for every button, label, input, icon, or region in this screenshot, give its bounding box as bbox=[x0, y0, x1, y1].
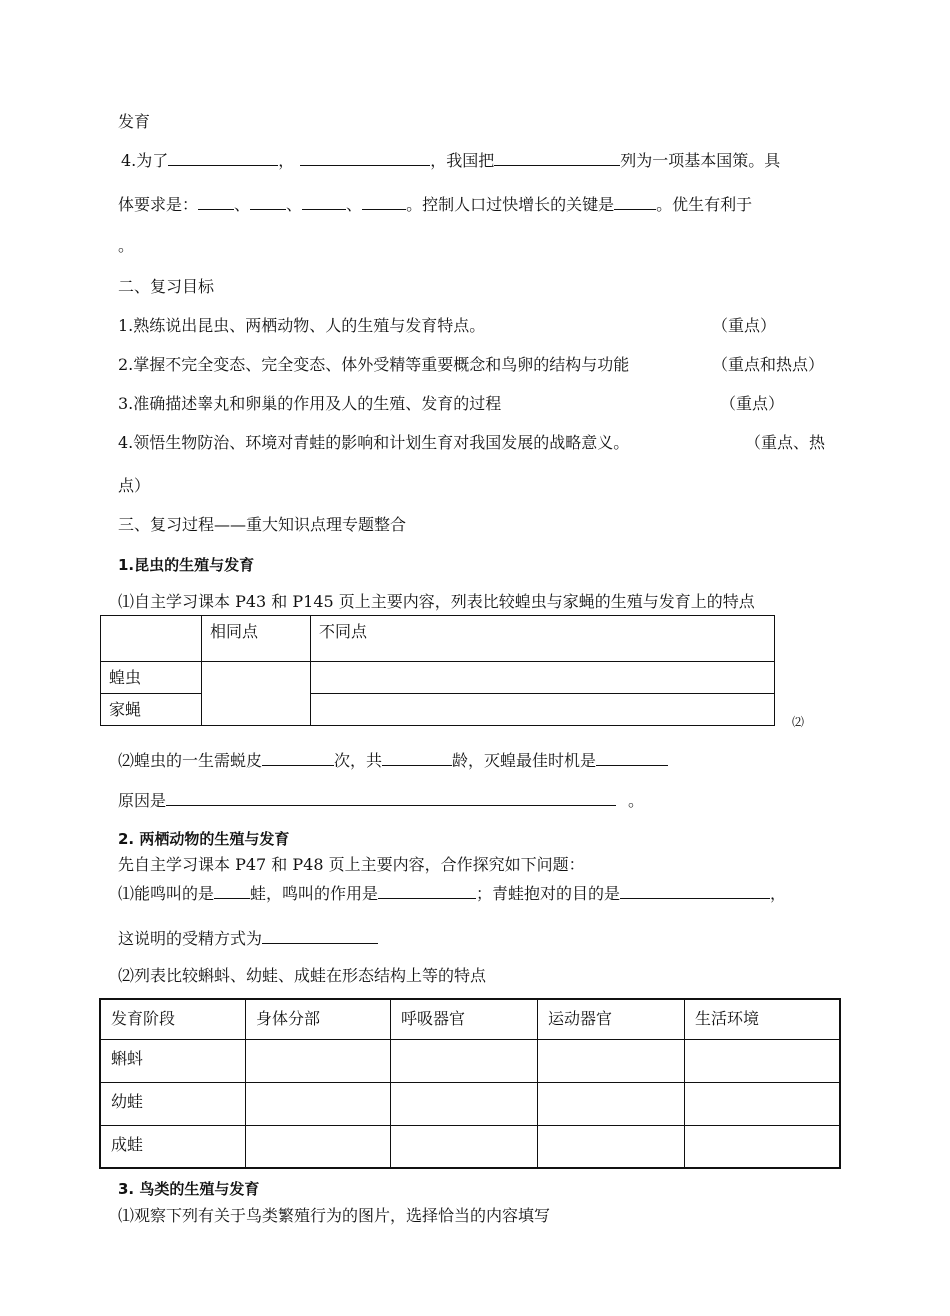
section3-title: 三、复习过程——重大知识点理专题整合 bbox=[118, 515, 407, 534]
table-row bbox=[100, 1082, 840, 1125]
goal-4: 4.领悟生物防治、环境对青蛙的影响和计划生育对我国发展的战略意义。 bbox=[118, 433, 630, 452]
table-cell[interactable] bbox=[311, 662, 775, 694]
amphibians-title: 2. 两栖动物的生殖与发育 bbox=[118, 830, 290, 848]
q4-req-3[interactable] bbox=[302, 194, 346, 210]
table-cell[interactable] bbox=[246, 1125, 391, 1168]
table-header-cell: 身体分部 bbox=[246, 999, 391, 1039]
header-fragment: 发育 bbox=[118, 112, 151, 131]
birds-p1: ⑴观察下列有关于鸟类繁殖行为的图片，选择恰当的内容填写 bbox=[118, 1206, 551, 1225]
goal-4-cont: 点） bbox=[118, 476, 151, 495]
goal-2-tag: （重点和热点） bbox=[712, 355, 825, 374]
q4-line3: 。 bbox=[118, 236, 135, 255]
insects-p1: ⑴自主学习课本 P43 和 P145 页上主要内容，列表比较蝗虫与家蝇的生殖与发育上的特点 bbox=[118, 592, 755, 611]
birds-title: 3. 鸟类的生殖与发育 bbox=[118, 1180, 260, 1198]
goal-4-tag: （重点、热 bbox=[745, 433, 826, 452]
table-row-label: 蝌蚪 bbox=[100, 1039, 246, 1082]
table-row bbox=[101, 616, 775, 662]
table-cell[interactable] bbox=[538, 1039, 685, 1082]
table-header-cell: 不同点 bbox=[311, 616, 775, 662]
table-cell[interactable] bbox=[685, 1125, 841, 1168]
table-row bbox=[100, 999, 840, 1039]
insects-p3: 原因是 。 bbox=[118, 791, 645, 810]
table-cell[interactable] bbox=[311, 694, 775, 726]
table-cell[interactable] bbox=[391, 1082, 538, 1125]
section2-title: 二、复习目标 bbox=[118, 277, 215, 296]
frog-stages-table bbox=[99, 998, 841, 1169]
amphibians-q1: ⑴能鸣叫的是 蛙，鸣叫的作用是 ；青蛙抱对的目的是 ， bbox=[118, 884, 787, 903]
q4-line2: 体要求是： 、 、 、 。控制人口过快增长的关键是 。优生有利于 bbox=[118, 195, 753, 214]
table-cell[interactable] bbox=[538, 1082, 685, 1125]
q4-req-1[interactable] bbox=[198, 194, 234, 210]
molt-count-blank[interactable] bbox=[262, 750, 334, 766]
reason-blank[interactable] bbox=[166, 790, 616, 806]
insects-p2: ⑵蝗虫的一生需蜕皮 次，共 龄，灭蝗最佳时机是 bbox=[118, 750, 668, 771]
table-row-label: 幼蛙 bbox=[100, 1082, 246, 1125]
q4-blank-2[interactable] bbox=[300, 150, 430, 166]
table-cell[interactable] bbox=[391, 1039, 538, 1082]
goal-3-tag: （重点） bbox=[720, 394, 785, 413]
q4-line1: 4.为了 ， ，我国把 列为一项基本国策。具 bbox=[121, 151, 781, 170]
q4-blank-3[interactable] bbox=[494, 150, 620, 166]
table-row-label: 家蝇 bbox=[101, 694, 202, 726]
table-row-label: 蝗虫 bbox=[101, 662, 202, 694]
q4-req-4[interactable] bbox=[362, 194, 406, 210]
amphibians-q2: ⑵列表比较蝌蚪、幼蛙、成蛙在形态结构上等的特点 bbox=[118, 966, 487, 985]
table-row-label: 成蛙 bbox=[100, 1125, 246, 1168]
q4-req-2[interactable] bbox=[250, 194, 286, 210]
instar-count-blank[interactable] bbox=[382, 750, 452, 766]
table-cell[interactable] bbox=[246, 1082, 391, 1125]
table-row bbox=[100, 1039, 840, 1082]
table-header-cell: 生活环境 bbox=[685, 999, 841, 1039]
calling-frog-blank[interactable] bbox=[214, 883, 250, 899]
calling-function-blank[interactable] bbox=[378, 883, 476, 899]
goal-2: 2.掌握不完全变态、完全变态、体外受精等重要概念和鸟卵的结构与功能 bbox=[118, 355, 630, 374]
table-row bbox=[101, 662, 775, 694]
table-cell[interactable] bbox=[685, 1082, 841, 1125]
amphibians-intro: 先自主学习课本 P47 和 P48 页上主要内容，合作探究如下问题： bbox=[118, 855, 585, 874]
amphibians-q1-cont: 这说明的受精方式为 bbox=[118, 928, 378, 949]
table-header-cell: 运动器官 bbox=[538, 999, 685, 1039]
table-header-cell: 相同点 bbox=[202, 616, 311, 662]
table-cell[interactable] bbox=[246, 1039, 391, 1082]
goal-3: 3.准确描述睾丸和卵巢的作用及人的生殖、发育的过程 bbox=[118, 394, 502, 413]
q4-key-blank[interactable] bbox=[614, 194, 656, 210]
table-cell[interactable] bbox=[538, 1125, 685, 1168]
table-header-cell: 发育阶段 bbox=[100, 999, 246, 1039]
goal-1-tag: （重点） bbox=[712, 316, 777, 335]
insects-side-note: ⑵ bbox=[792, 715, 805, 729]
q4-blank-1[interactable] bbox=[168, 150, 278, 166]
best-time-blank[interactable] bbox=[596, 750, 668, 766]
goal-1: 1.熟练说出昆虫、两栖动物、人的生殖与发育特点。 bbox=[118, 316, 486, 335]
table-cell[interactable] bbox=[202, 662, 311, 726]
table-cell[interactable] bbox=[685, 1039, 841, 1082]
insect-compare-table bbox=[100, 615, 775, 726]
table-header-cell bbox=[101, 616, 202, 662]
fertilization-blank[interactable] bbox=[262, 928, 378, 944]
amplexus-purpose-blank[interactable] bbox=[620, 883, 770, 899]
insects-title: 1.昆虫的生殖与发育 bbox=[118, 556, 255, 574]
table-cell[interactable] bbox=[391, 1125, 538, 1168]
table-header-cell: 呼吸器官 bbox=[391, 999, 538, 1039]
table-row bbox=[100, 1125, 840, 1168]
